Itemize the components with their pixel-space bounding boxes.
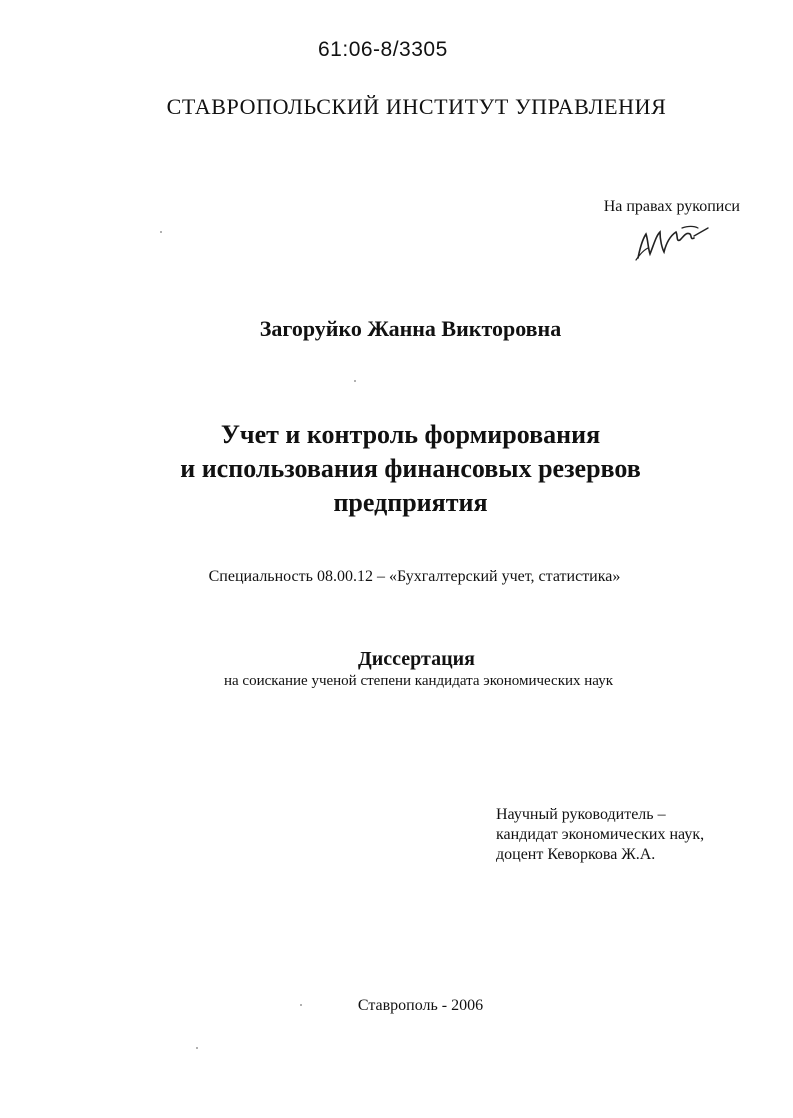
dissertation-heading: Диссертация (358, 648, 475, 670)
dissertation-title (14, 418, 793, 520)
scan-speck (354, 380, 356, 382)
archive-code: 61:06-8/3305 (318, 38, 448, 61)
scan-speck (196, 1047, 198, 1049)
title-line: и использования финансовых резервов (180, 454, 641, 483)
manuscript-rights-note: На правах рукописи (603, 198, 740, 215)
supervisor-line: Научный руководитель – (496, 806, 666, 823)
specialty-line: Специальность 08.00.12 – «Бухгалтерский учет, статистика» (208, 568, 621, 585)
supervisor-line: кандидат экономических наук, (496, 826, 705, 843)
dissertation-subtitle: на соискание ученой степени кандидата экономических наук (223, 673, 613, 689)
handwritten-signature (632, 214, 712, 264)
scan-speck (160, 231, 162, 233)
author-name: Загоруйко Жанна Викторовна (259, 316, 562, 341)
supervisor-block (496, 805, 756, 865)
city-year: Ставрополь - 2006 (357, 997, 484, 1014)
title-line: предприятия (333, 488, 488, 517)
scan-speck (300, 1004, 302, 1006)
supervisor-line: доцент Кеворкова Ж.А. (496, 846, 656, 863)
title-line: Учет и контроль формирования (220, 420, 601, 449)
institute-name: СТАВРОПОЛЬСКИЙ ИНСТИТУТ УПРАВЛЕНИЯ (166, 94, 667, 119)
